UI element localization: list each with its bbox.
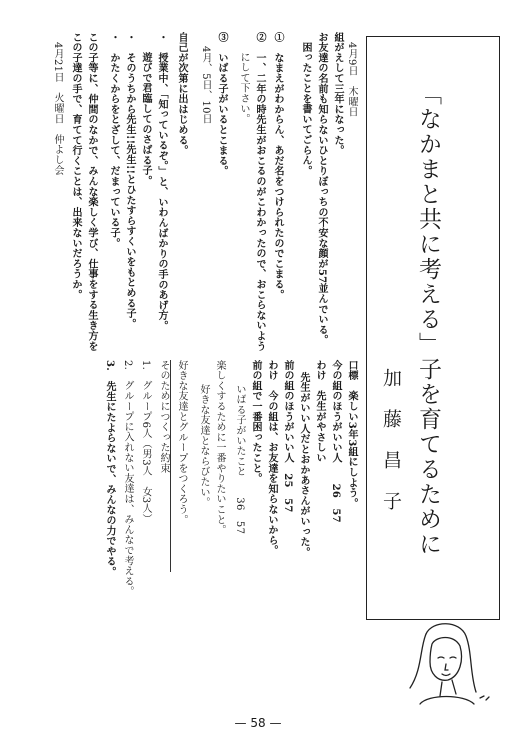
upper-col-10: 自己が次第に出はじめる。: [176, 32, 187, 156]
lower-col-7: 前の組で一番困ったこと。: [250, 360, 261, 484]
upper-col-12: 遊びで君臨してのさばる子。: [140, 52, 151, 186]
article-title: 「なかまと共に考える」子を育てるために: [415, 82, 441, 557]
lower-col-3: わけ 先生がやさしい: [314, 360, 325, 463]
lower-col-8: いばる子がいたこと 36 57: [234, 384, 245, 535]
upper-col-5: ① なまえがわからん、あだ名をつけられたのでこまる。: [272, 32, 283, 300]
upper-col-13: ・ そのうちから先生!!先生!!とひたすらすくいをもとめる子。: [124, 32, 135, 329]
lower-col-1: 口標 楽しい3年3組にしよう。: [346, 360, 357, 509]
lower-col-9: 楽しくするために一番やりたいこと。: [214, 360, 225, 536]
upper-col-9: 4月、5日、10日: [200, 46, 211, 125]
lower-col-14: 2. グループに入れない友達は、みんなで考える。: [122, 360, 133, 597]
author-name: 加藤昌子: [380, 368, 402, 532]
upper-col-6: ② 一、二年の時先生がおこるのがこわかったので、おこらないよう: [254, 32, 265, 352]
lower-col-15: 3. 先生にたよらないで、みんなの力でやる。: [104, 360, 115, 578]
boxed-rule: [170, 360, 171, 572]
upper-col-17: 4月21日 火曜日 仲よし会: [52, 42, 63, 176]
lower-col-5: 前の組のほうがいい人 25 57: [282, 360, 293, 513]
upper-col-3: お友達の名前も知らないひとりぼっちの不安な顔が57並んでいる。: [316, 32, 327, 346]
girl-portrait-sketch-icon: [380, 618, 500, 710]
upper-col-11: ・ 授業中、「知っているぞ。」と、いわんばかりの手のあげ方。: [156, 32, 167, 331]
lower-col-10: 好きな友達とならびたい。: [198, 384, 209, 508]
lower-col-12: そのためにつくった約束: [158, 360, 169, 474]
upper-col-1: 4月9日 木曜日: [346, 42, 357, 118]
upper-col-7: にして下さい。: [238, 52, 249, 125]
page-number: — 58 —: [234, 716, 282, 730]
upper-col-14: ・ かたくからをとざして、だまっている子。: [108, 32, 119, 249]
lower-col-13: 1. グループ6人（男3人 女3人）: [140, 360, 151, 525]
upper-col-4: 困ったことを書いてごらん。: [300, 42, 311, 176]
lower-col-11: 好きな友達とグループをつくろう。: [176, 360, 187, 525]
lower-col-6: わけ 今の組は、お友達を知らないから。: [266, 360, 277, 556]
upper-col-2: 組がえして三年になった。: [332, 32, 343, 156]
upper-col-16: この子達の手で、育てて行くことは、出来ないだろうか。: [70, 32, 81, 300]
upper-col-8: ③ いばる子がいるとこまる。: [216, 32, 227, 177]
lower-col-2: 今の組のほうがいい人 26 57: [330, 360, 341, 523]
upper-col-15: この子等に、仲間のなかで、みんな楽しく学び、仕事をする生き方を: [86, 32, 97, 352]
lower-col-4: 先生がいい人だとおかあさんがいった。: [298, 372, 309, 558]
